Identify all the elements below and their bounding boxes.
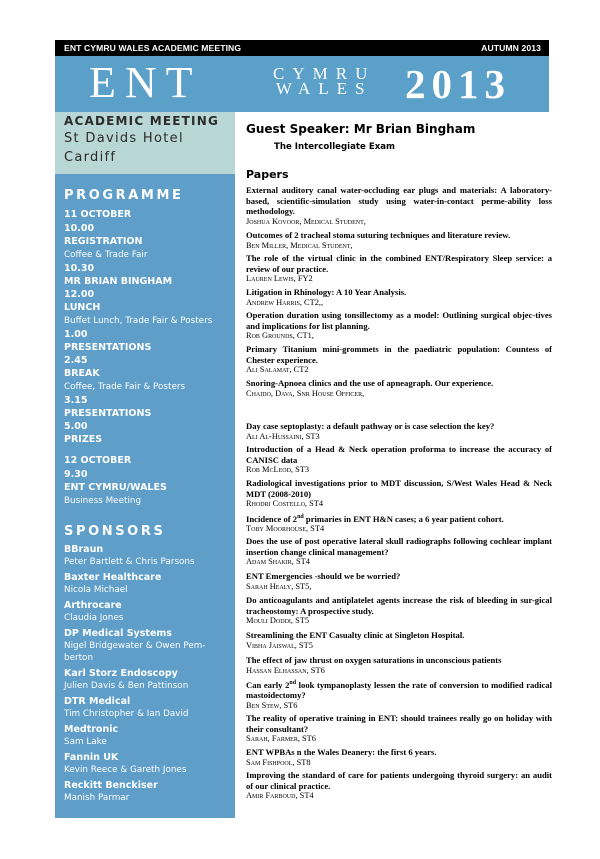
paper-item xyxy=(246,253,552,285)
sidebar xyxy=(55,174,235,818)
programme-time: 10.00 xyxy=(64,223,95,234)
paper-author: Amir Farboud, ST4 xyxy=(246,791,314,800)
paper-item xyxy=(246,444,552,476)
sponsor-contacts: Claudia Jones xyxy=(64,613,124,623)
paper-title: Streamlining the ENT Casualty clinic at Singleton Hospital. xyxy=(246,630,465,640)
paper-author: Sam Fishpool, ST8 xyxy=(246,757,311,767)
paper-title: Litigation in Rhinology: A 10 Year Analysis. xyxy=(246,287,407,297)
programme-note: Business Meeting xyxy=(64,496,142,506)
programme-day2: 12 OCTOBER xyxy=(64,455,132,466)
banner-wales: WALES xyxy=(275,79,373,98)
sponsor-name: Reckitt Benckiser xyxy=(64,780,158,791)
meeting-season: AUTUMN 2013 xyxy=(481,43,541,53)
paper-item xyxy=(246,595,552,627)
sponsor-contacts: Kevin Reece & Gareth Jones xyxy=(64,765,187,775)
paper-item xyxy=(246,630,552,651)
paper-item xyxy=(246,536,552,568)
sponsors-heading: SPONSORS xyxy=(64,524,166,539)
programme-event: PRESENTATIONS xyxy=(64,408,152,419)
sponsor-name: Medtronic xyxy=(64,724,119,735)
paper-title: The effect of jaw thrust on oxygen saturations in unconscious patients xyxy=(246,655,502,665)
paper-title: ENT WPBAs n the Wales Deanery: the first 6 years. xyxy=(246,747,437,757)
paper-author: Toby Moorhouse, ST4 xyxy=(246,524,325,534)
sponsor-name: Fannin UK xyxy=(64,752,119,763)
paper-author: Ben Stew, ST6 xyxy=(246,700,298,710)
paper-item xyxy=(246,378,552,399)
paper-item xyxy=(246,713,552,745)
paper-item xyxy=(246,230,552,251)
programme-time: 2.45 xyxy=(64,355,88,366)
programme-event: ENT CYMRU/WALES xyxy=(64,482,167,493)
sponsor-name: Arthrocare xyxy=(64,600,122,611)
paper-title: Introduction of a Head & Neck operation proforma to increase the accuracy of CANISC data xyxy=(246,444,552,465)
sponsor-contacts: Nicola Michael xyxy=(64,585,128,595)
paper-title: Outcomes of 2 tracheal stoma suturing techniques and literature review. xyxy=(246,230,511,240)
paper-author: Mouli Doddi, ST5 xyxy=(246,616,310,625)
paper-author: Rhodri Costello, ST4 xyxy=(246,499,324,508)
paper-author: Hassan Elhassan, ST6 xyxy=(246,665,325,675)
paper-item xyxy=(246,344,552,376)
programme-day1: 11 OCTOBER xyxy=(64,209,132,220)
programme-event: PRIZES xyxy=(64,434,103,445)
header-bar xyxy=(55,40,549,56)
meeting-name: ENT CYMRU WALES ACADEMIC MEETING xyxy=(64,43,242,53)
paper-item xyxy=(246,655,552,676)
sponsor-contacts: Julien Davis & Ben Pattinson xyxy=(64,681,189,691)
paper-title: ENT Emergencies -should we be worried? xyxy=(246,571,401,581)
sponsor-contacts: Tim Christopher & Ian David xyxy=(64,709,189,719)
paper-item xyxy=(246,185,552,227)
paper-item xyxy=(246,770,552,802)
paper-author: Rob McLeod, ST3 xyxy=(246,465,310,474)
programme-heading: PROGRAMME xyxy=(64,188,184,203)
paper-title: The reality of operative training in ENT: should trainees really go on holiday with their consultant? xyxy=(246,713,552,734)
paper-title: Do anticoagulants and antiplatelet agents increase the risk of bleeding in sur-gical tracheostomy: A prospective study. xyxy=(246,595,552,616)
programme-event: REGISTRATION xyxy=(64,236,143,247)
paper-author: Lauren Lewis, FY2 xyxy=(246,274,313,283)
programme-note: Coffee, Trade Fair & Posters xyxy=(64,382,186,392)
programme-event: LUNCH xyxy=(64,302,101,313)
programme-time: 1.00 xyxy=(64,329,88,340)
sponsor-contacts: Peter Bartlett & Chris Parsons xyxy=(64,557,195,567)
paper-title: Radiological investigations prior to MDT discussion, S/West Wales Head & Neck MDT (2008-2010) xyxy=(246,478,552,499)
sponsor-contacts: Manish Parmar xyxy=(64,793,130,803)
paper-author: Joshua Kovoor, Medical Student, xyxy=(246,216,366,226)
programme-time: 9.30 xyxy=(64,469,88,480)
paper-title: Snoring-Apnoea clinics and the use of apneagraph. Our experience. xyxy=(246,378,494,388)
sponsor-name: DTR Medical xyxy=(64,696,131,707)
venue-title: ACADEMIC MEETING xyxy=(64,114,220,128)
title-banner xyxy=(55,56,549,112)
paper-author: Sarah, Farmer, ST6 xyxy=(246,734,316,743)
paper-title: Incidence of 2nd primaries in ENT H&N cases; a 6 year patient cohort. xyxy=(246,513,504,524)
paper-title: Can early 2nd look tympanoplasty lessen the rate of conversion to modified radical mastoidectomy? xyxy=(246,679,552,701)
paper-item xyxy=(246,310,552,342)
sponsor-name: Karl Storz Endoscopy xyxy=(64,668,178,679)
sponsor-name: BBraun xyxy=(64,544,104,555)
papers-heading: Papers xyxy=(246,168,289,181)
programme-time: 12.00 xyxy=(64,289,95,300)
paper-author: Rob Grounds, CT1, xyxy=(246,331,314,340)
paper-author: Ali Salamat, CT2 xyxy=(246,365,309,374)
paper-author: Ali Al-Hussaini, ST3 xyxy=(246,431,320,441)
paper-title: Day case septoplasty: a default pathway or is case selection the key? xyxy=(246,421,495,431)
programme-time: 5.00 xyxy=(64,421,88,432)
paper-author: Chaido, Dava, Snr House Officer, xyxy=(246,388,365,398)
paper-item xyxy=(246,747,552,768)
programme-event: BREAK xyxy=(64,368,100,379)
venue-line1: St Davids Hotel xyxy=(64,131,184,146)
sponsor-contacts: Nigel Bridgewater & Owen Pem- xyxy=(64,641,206,651)
banner-ent: ENT xyxy=(89,58,202,107)
banner-year: 2013 xyxy=(405,61,511,107)
paper-author: Adam Shakir, ST4 xyxy=(246,557,310,566)
programme-event: PRESENTATIONS xyxy=(64,342,152,353)
paper-item xyxy=(246,678,552,711)
guest-speaker-subtitle: The Intercollegiate Exam xyxy=(274,142,396,152)
guest-speaker-title: Guest Speaker: Mr Brian Bingham xyxy=(246,122,476,136)
programme-note: Buffet Lunch, Trade Fair & Posters xyxy=(64,316,213,326)
programme-event: MR BRIAN BINGHAM xyxy=(64,276,173,287)
paper-item xyxy=(246,512,552,535)
programme-note: Coffee & Trade Fair xyxy=(64,250,148,260)
programme-time: 10.30 xyxy=(64,263,95,274)
sponsor-contacts: berton xyxy=(64,653,94,663)
paper-title: Does the use of post operative lateral skull radiographs following cochlear implant insertion change clinical management? xyxy=(246,536,552,557)
sponsor-name: DP Medical Systems xyxy=(64,628,172,639)
paper-item xyxy=(246,478,552,510)
paper-title: Improving the standard of care for patients undergoing thyroid surgery: an audit of our clinical practice. xyxy=(246,770,552,791)
sponsor-name: Baxter Healthcare xyxy=(64,572,162,583)
programme-time: 3.15 xyxy=(64,395,88,406)
paper-title: The role of the virtual clinic in the combined ENT/Respiratory Sleep service: a review of our practice. xyxy=(246,253,552,274)
venue-box xyxy=(55,112,235,174)
paper-title: External auditory canal water-occluding ear plugs and materials: A laboratory-based, scientific-simulation study using water-in-contact perme-ability loss methodology. xyxy=(246,185,552,216)
paper-author: Ben Miller, Medical Student, xyxy=(246,240,353,250)
paper-title: Operation duration using tonsillectomy as a model: Outlining surgical objec-tives and implications for list planning. xyxy=(246,310,552,331)
paper-author: Sarah Healy, ST5, xyxy=(246,581,312,591)
paper-item xyxy=(246,287,552,308)
paper-author: Andrew Harris, CT2,, xyxy=(246,297,324,307)
banner-cymru-wales xyxy=(273,66,375,96)
banner-cymru: CYMRU xyxy=(273,64,376,83)
paper-item xyxy=(246,421,552,442)
paper-author: Vibha Jaiswal, ST5 xyxy=(246,640,313,650)
paper-item xyxy=(246,571,552,592)
venue-line2: Cardiff xyxy=(64,150,117,165)
sponsor-contacts: Sam Lake xyxy=(64,737,107,747)
paper-title: Primary Titanium mini-grommets in the paediatric population: Countess of Chester experience. xyxy=(246,344,552,365)
